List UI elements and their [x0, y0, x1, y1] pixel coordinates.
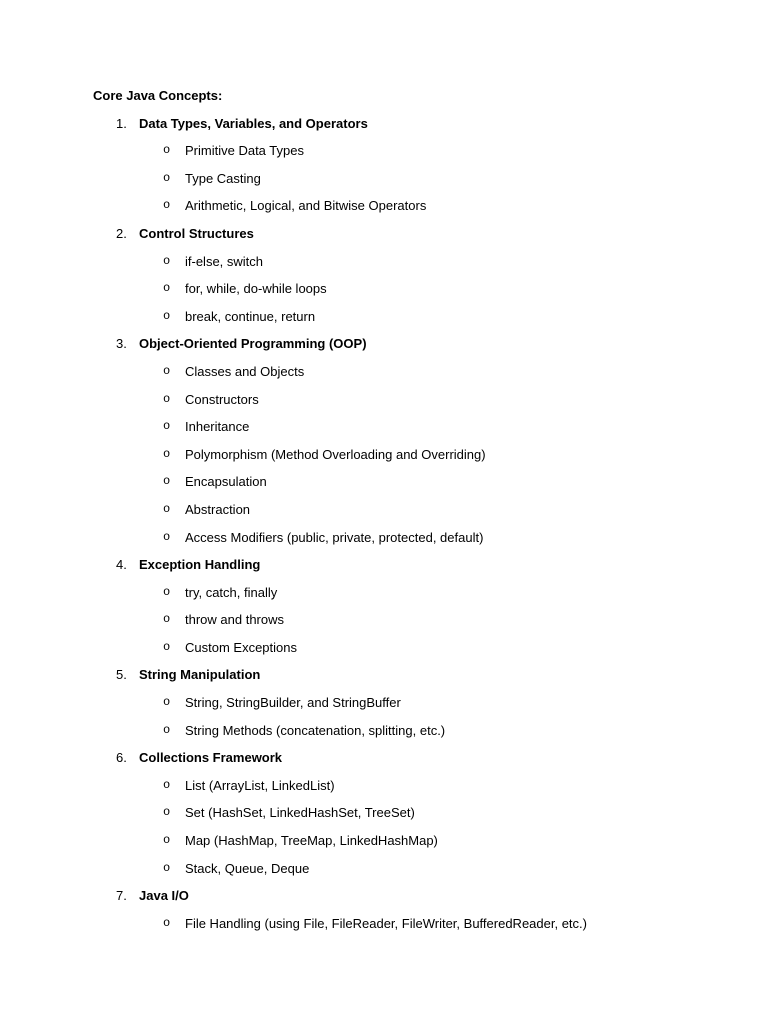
bullet-circle-icon: o — [163, 695, 171, 710]
section-number: 7. — [116, 888, 127, 904]
list-item — [93, 693, 733, 721]
list-item — [93, 721, 733, 749]
section-number: 6. — [116, 750, 127, 766]
bullet-circle-icon: o — [163, 915, 171, 930]
bullet-circle-icon: o — [163, 501, 171, 516]
list-item-text: String, StringBuilder, and StringBuffer — [185, 695, 401, 711]
section-number: 1. — [116, 115, 127, 131]
list-item — [93, 141, 733, 169]
list-item — [93, 472, 733, 500]
list-item-text: break, continue, return — [185, 308, 316, 324]
bullet-circle-icon: o — [163, 833, 171, 848]
list-item-text: String Methods (concatenation, splitting, etc.) — [185, 722, 446, 738]
list-item-text: Custom Exceptions — [185, 639, 297, 655]
document-title: Core Java Concepts: — [93, 88, 223, 103]
section-heading-text: Object-Oriented Programming (OOP) — [139, 336, 367, 352]
bullet-circle-icon: o — [163, 281, 171, 296]
section-number: 2. — [116, 225, 127, 241]
bullet-circle-icon: o — [163, 584, 171, 599]
list-item-text: Primitive Data Types — [185, 143, 304, 159]
list-item — [93, 445, 733, 473]
list-item — [93, 390, 733, 418]
section-number: 4. — [116, 557, 127, 573]
bullet-circle-icon: o — [163, 363, 171, 378]
list-item — [93, 307, 733, 335]
bullet-circle-icon: o — [163, 143, 171, 158]
list-item — [93, 279, 733, 307]
list-item-text: Constructors — [185, 391, 259, 407]
list-item — [93, 196, 733, 224]
bullet-circle-icon: o — [163, 419, 171, 434]
bullet-circle-icon: o — [163, 777, 171, 792]
section-heading-text: Data Types, Variables, and Operators — [139, 115, 368, 131]
list-item — [93, 583, 733, 611]
list-item-text: throw and throws — [185, 612, 284, 628]
list-item-text: Encapsulation — [185, 474, 267, 490]
list-item — [93, 528, 733, 556]
list-item-text: Access Modifiers (public, private, protected, default) — [185, 529, 484, 545]
list-item-text: try, catch, finally — [185, 584, 278, 600]
section-heading-text: Exception Handling — [139, 557, 261, 573]
list-item-text: List (ArrayList, LinkedList) — [185, 777, 335, 793]
section-heading — [93, 114, 733, 142]
section-heading-text: Control Structures — [139, 225, 254, 241]
bullet-circle-icon: o — [163, 198, 171, 213]
list-item-text: if-else, switch — [185, 253, 264, 269]
bullet-circle-icon: o — [163, 170, 171, 185]
bullet-circle-icon: o — [163, 308, 171, 323]
bullet-circle-icon: o — [163, 612, 171, 627]
section-heading-text: Java I/O — [139, 888, 189, 904]
bullet-circle-icon: o — [163, 253, 171, 268]
section-heading — [93, 748, 733, 776]
section-heading-text: Collections Framework — [139, 750, 283, 766]
list-item-text: Stack, Queue, Deque — [185, 860, 310, 876]
bullet-circle-icon: o — [163, 446, 171, 461]
bullet-circle-icon: o — [163, 391, 171, 406]
section-number: 5. — [116, 667, 127, 683]
list-item-text: for, while, do-while loops — [185, 281, 327, 297]
list-item-text: Type Casting — [185, 170, 261, 186]
list-item-text: Map (HashMap, TreeMap, LinkedHashMap) — [185, 833, 438, 849]
list-item — [93, 500, 733, 528]
bullet-circle-icon: o — [163, 639, 171, 654]
list-item — [93, 776, 733, 804]
list-item-text: Abstraction — [185, 501, 251, 517]
list-item-text: Classes and Objects — [185, 363, 305, 379]
list-item — [93, 831, 733, 859]
bullet-circle-icon: o — [163, 860, 171, 875]
section-heading — [93, 886, 733, 914]
list-item — [93, 638, 733, 666]
list-item — [93, 252, 733, 280]
list-item — [93, 859, 733, 887]
list-item-text: Inheritance — [185, 419, 250, 435]
list-item — [93, 803, 733, 831]
bullet-circle-icon: o — [163, 474, 171, 489]
section-heading — [93, 555, 733, 583]
list-item — [93, 610, 733, 638]
list-item — [93, 169, 733, 197]
list-item — [93, 417, 733, 445]
section-heading — [93, 334, 733, 362]
bullet-circle-icon: o — [163, 722, 171, 737]
list-item-text: File Handling (using File, FileReader, FileWriter, BufferedReader, etc.) — [185, 915, 587, 931]
section-heading-text: String Manipulation — [139, 667, 261, 683]
list-item — [93, 362, 733, 390]
list-item-text: Arithmetic, Logical, and Bitwise Operators — [185, 198, 427, 214]
section-heading — [93, 224, 733, 252]
section-number: 3. — [116, 336, 127, 352]
document-body — [93, 86, 733, 941]
section-heading — [93, 665, 733, 693]
list-item — [93, 914, 733, 942]
bullet-circle-icon: o — [163, 805, 171, 820]
list-item-text: Polymorphism (Method Overloading and Overriding) — [185, 446, 486, 462]
bullet-circle-icon: o — [163, 529, 171, 544]
list-item-text: Set (HashSet, LinkedHashSet, TreeSet) — [185, 805, 415, 821]
